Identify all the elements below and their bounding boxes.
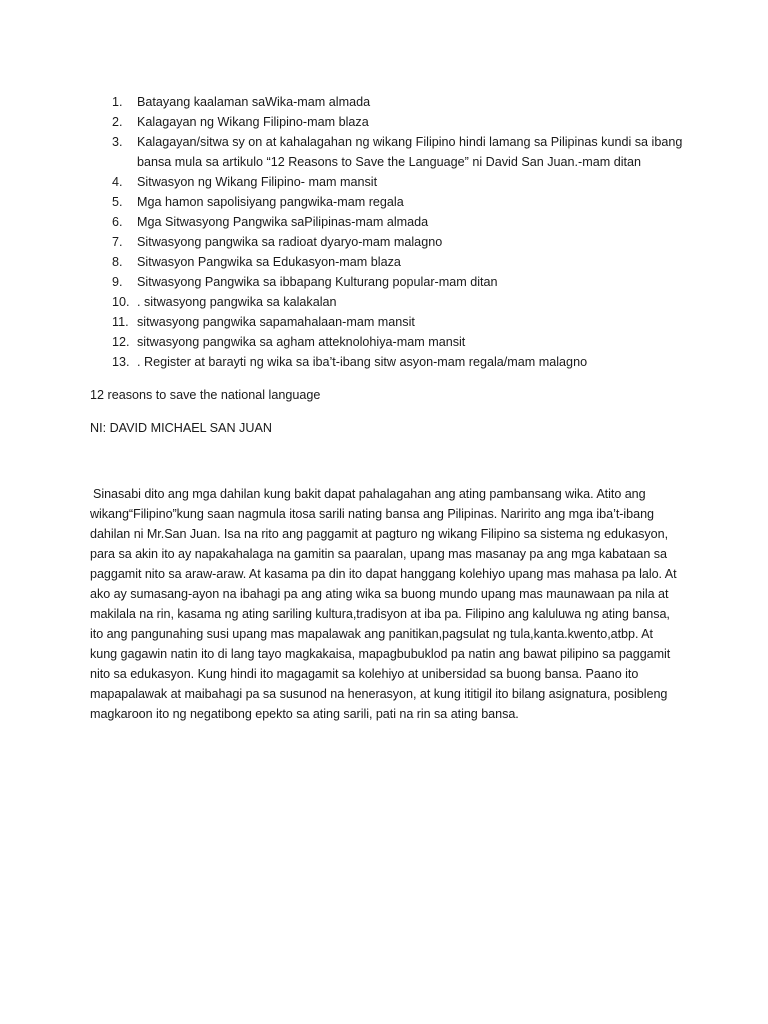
list-item-text: Kalagayan/sitwa sy on at kahalagahan ng wikang Filipino hindi lamang sa Pilipinas kundi sa ibang bansa mula sa artikulo “12 Reasons to Save the Language” ni David San Juan.-mam ditan (137, 135, 683, 169)
list-number: 5. (112, 195, 123, 209)
list-item-text: Sitwasyon Pangwika sa Edukasyon-mam blaza (137, 255, 401, 269)
list-number: 13. (112, 355, 130, 369)
list-item-text: . sitwasyong pangwika sa kalakalan (137, 295, 337, 309)
list-item (0, 132, 768, 172)
list-item-text: Sitwasyong pangwika sa radioat dyaryo-mam malagno (137, 235, 443, 249)
topic-list (0, 92, 768, 372)
article-author: NI: DAVID MICHAEL SAN JUAN (90, 421, 272, 435)
list-item (0, 192, 768, 212)
list-item-text: sitwasyong pangwika sapamahalaan-mam mansit (137, 315, 415, 329)
list-item (0, 352, 768, 372)
article-title: 12 reasons to save the national language (90, 388, 321, 402)
list-item (0, 272, 768, 292)
list-item-text: Sitwasyon ng Wikang Filipino- mam mansit (137, 175, 378, 189)
list-item (0, 172, 768, 192)
list-item-text: sitwasyong pangwika sa agham atteknolohiya-mam mansit (137, 335, 466, 349)
list-number: 12. (112, 335, 130, 349)
list-item-text: Kalagayan ng Wikang Filipino-mam blaza (137, 115, 369, 129)
list-number: 9. (112, 275, 123, 289)
list-number: 1. (112, 95, 123, 109)
list-item (0, 212, 768, 232)
list-item-text: Batayang kaalaman saWika-mam almada (137, 95, 371, 109)
list-number: 4. (112, 175, 123, 189)
list-item-text: . Register at barayti ng wika sa iba’t-ibang sitw asyon-mam regala/mam malagno (137, 355, 588, 369)
list-number: 6. (112, 215, 123, 229)
list-item-text: Mga Sitwasyong Pangwika saPilipinas-mam almada (137, 215, 429, 229)
list-item (0, 312, 768, 332)
list-item (0, 252, 768, 272)
list-item (0, 292, 768, 312)
list-number: 10. (112, 295, 130, 309)
list-item (0, 332, 768, 352)
list-number: 7. (112, 235, 123, 249)
list-number: 2. (112, 115, 123, 129)
list-item-text: Mga hamon sapolisiyang pangwika-mam regala (137, 195, 404, 209)
list-item (0, 112, 768, 132)
article-body: Sinasabi dito ang mga dahilan kung bakit dapat pahalagahan ang ating pambansang wika. Atito ang wikang“Filipino”kung saan nagmula itosa sarili nating bansa ang Pilipinas. Naririto ang mga iba’t-ibang dahilan ni Mr.San Juan. Isa na rito ang paggamit at pagturo ng wikang Filipino sa sistema ng edukasyon, para sa akin ito ay napakahalaga na gamitin sa paaralan, upang mas masanay pa ang mga kabataan sa paggamit nito sa araw-araw. At kasama pa din ito dapat hanggang kolehiyo upang mas mahasa pa lalo. At ako ay sumasang-ayon na ibahagi pa ang ating wika sa buong mundo upang mas maunawaan pa nila at makilala na rin, kasama ng ating sariling kultura,tradisyon at iba pa. Filipino ang kaluluwa ng ating bansa, ito ang pangunahing susi upang mas mapalawak ang panitikan,pagsulat ng tula,kanta.kwento,atbp. At kung gagawin natin ito di lang tayo magkakaisa, mapagbubuklod pa natin ang bawat pilipino sa paggamit nito sa edukasyon. Kung hindi ito magagamit sa kolehiyo at unibersidad sa buong bansa. Paano ito mapapalawak at maibahagi pa sa susunod na henerasyon, at kung ititigil ito bilang asignatura, posibleng magkaroon ito ng negatibong epekto sa ating sarili, pati na rin sa ating bansa. (90, 487, 677, 721)
list-item (0, 232, 768, 252)
list-item (0, 92, 768, 112)
list-number: 11. (112, 315, 129, 329)
list-number: 8. (112, 255, 123, 269)
list-item-text: Sitwasyong Pangwika sa ibbapang Kulturang popular-mam ditan (137, 275, 498, 289)
list-number: 3. (112, 135, 123, 149)
